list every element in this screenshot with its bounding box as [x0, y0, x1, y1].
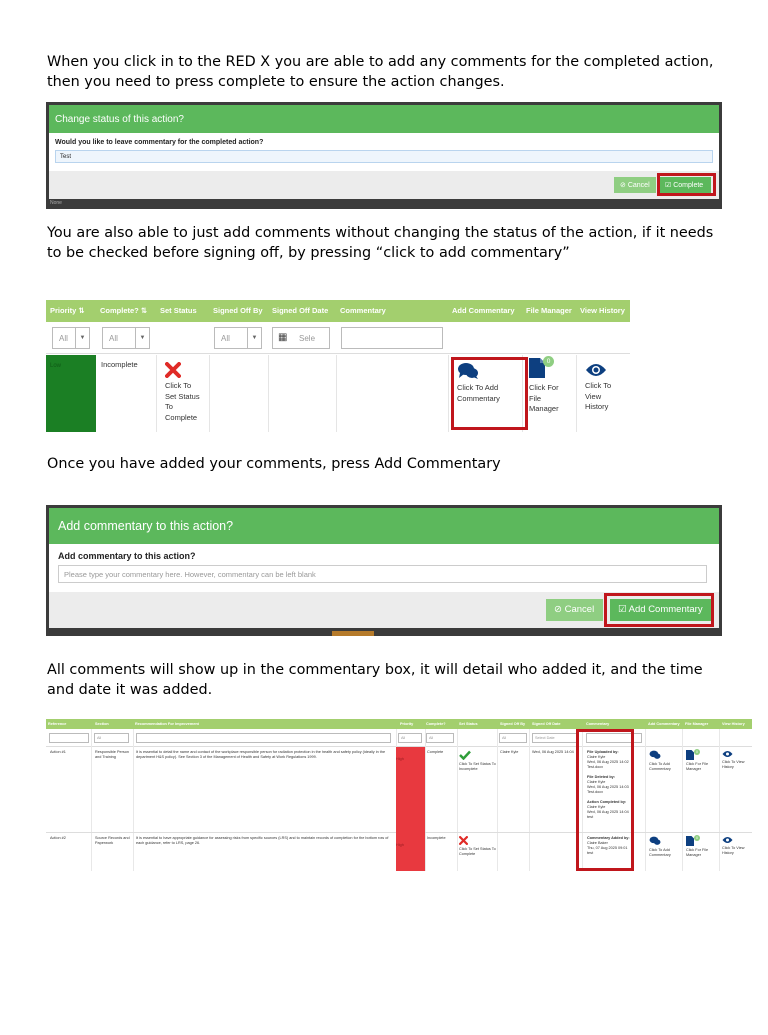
- cancel-icon: ⊘: [554, 604, 562, 615]
- cancel-button-label: Cancel: [627, 182, 650, 189]
- dialog-footer: [49, 171, 719, 199]
- comment-line: Wed, 06 Aug 2025 14:03: [587, 785, 629, 789]
- dialog-title: Change status of this action?: [49, 105, 719, 133]
- caret-down-icon: ▼: [75, 328, 89, 348]
- dialog-footer: [49, 592, 719, 628]
- comment-line: Thu, 07 Aug 2025 09:01: [587, 846, 628, 850]
- comment-line: test: [587, 815, 594, 819]
- add-commentary-line-1: Click To Add: [457, 383, 499, 392]
- set-status-button[interactable]: [459, 750, 496, 772]
- view-history-label: Click To View History: [722, 846, 745, 855]
- dialog-question: Add commentary to this action?: [58, 551, 196, 561]
- table-row: [46, 355, 630, 432]
- caret-down-icon: ▼: [247, 328, 261, 348]
- add-commentary-button-label: Add Commentary: [628, 604, 703, 615]
- section-cell: Source Records and Paperwork: [95, 836, 130, 845]
- comments-icon: [649, 836, 661, 846]
- header-view-history: View History: [722, 722, 745, 726]
- table-row: [46, 747, 752, 833]
- header-set-status: Set Status: [160, 306, 197, 315]
- cancel-button[interactable]: [614, 177, 656, 193]
- commentary-input[interactable]: Please type your commentary here. However, commentary can be left blank: [58, 565, 707, 583]
- recommendation-cell: It is essential to detail the name and contact of the workplace responsible person for radiation protection in the health and safety policy (ideally in the department H&S policy). See Section 3 of the Management of Health and Safety at Work Regulations 1999.: [136, 750, 386, 759]
- priority-filter[interactable]: All ▼: [52, 327, 90, 349]
- file-manager-button[interactable]: [686, 836, 718, 858]
- comment-line: Test.docx: [587, 790, 604, 794]
- commentary-table-screenshot: [46, 719, 752, 871]
- comment-line: Claire Kyle: [587, 805, 606, 809]
- instruction-paragraph-2: You are also able to just add comments without changing the status of the action, if it needs to be checked before signing off, by pressing “click to add commentary”: [47, 225, 714, 261]
- add-commentary-button[interactable]: [649, 836, 681, 858]
- eye-icon: [722, 836, 733, 844]
- add-commentary-label: Click To Add Commentary: [649, 762, 671, 771]
- recommendation-cell: It is essential to have appropriate guidance for assessing risks from specific sources (LRS) and to maintain records of completion for the bottom row of each guidance, refer to LRS, page 26.: [136, 836, 389, 845]
- file-count-badge: 0: [543, 356, 554, 367]
- header-commentary: Commentary: [340, 306, 386, 315]
- header-complete: Complete?: [426, 722, 446, 726]
- set-status-label: Click To Set Status To Incomplete: [459, 762, 496, 771]
- file-icon: [686, 836, 694, 846]
- signed-off-date-cell: Wed, 06 Aug 2025 14:04: [532, 750, 574, 754]
- eye-icon: [722, 750, 733, 758]
- header-file-manager: File Manager: [685, 722, 709, 726]
- highlight-box: [576, 729, 634, 871]
- header-priority[interactable]: Priority ⇅: [50, 306, 85, 315]
- header-signed-off-by: Signed Off By: [213, 306, 263, 315]
- header-recommendation: Recommendation For Improvement: [135, 722, 199, 726]
- recommendation-filter[interactable]: [136, 733, 391, 743]
- file-manager-button[interactable]: [686, 750, 718, 772]
- comment-line: Claire Baker: [587, 841, 608, 845]
- caret-down-icon: ▼: [135, 328, 149, 348]
- highlight-box: [451, 357, 528, 430]
- dialog-body: [49, 544, 719, 592]
- filter-row: [46, 322, 630, 354]
- comment-heading: File Deleted by:: [587, 775, 616, 779]
- set-status-line-2: Set Status: [165, 391, 200, 401]
- complete-cell: Incomplete: [427, 836, 446, 840]
- header-add-commentary: Add Commentary: [648, 722, 680, 726]
- commentary-input[interactable]: Test: [55, 150, 713, 163]
- check-square-icon: ☑: [618, 604, 627, 615]
- file-manager-button[interactable]: [529, 358, 559, 415]
- filter-row: [46, 729, 752, 747]
- calendar-icon: ▦: [278, 332, 288, 343]
- view-history-label: Click To View History: [722, 760, 745, 769]
- header-priority: Priority: [400, 722, 414, 726]
- green-check-icon: [459, 750, 471, 760]
- complete-button-label: Complete: [673, 182, 704, 189]
- view-history-button[interactable]: [722, 836, 750, 856]
- reference-filter[interactable]: [49, 733, 89, 743]
- comments-icon: [649, 750, 661, 760]
- file-manager-line-1: Click For: [529, 383, 559, 392]
- red-x-icon[interactable]: [165, 362, 181, 378]
- signed-off-date-filter[interactable]: ▦ Sele: [272, 327, 330, 349]
- header-signed-off-date: Signed Off Date: [272, 306, 329, 315]
- view-history-line-3: History: [585, 402, 609, 411]
- file-manager-label: Click For File Manager: [686, 762, 709, 771]
- priority-cell: Low: [46, 355, 96, 432]
- comment-line: Claire Kyle: [587, 755, 606, 759]
- header-add-commentary: Add Commentary: [452, 306, 515, 315]
- priority-cell: High: [396, 747, 425, 833]
- highlight-box: [657, 173, 716, 196]
- cancel-button[interactable]: [546, 599, 603, 621]
- file-count-badge: 0: [694, 835, 700, 841]
- add-commentary-label: Click To Add Commentary: [649, 848, 671, 857]
- highlight-box: [604, 593, 714, 627]
- signed-off-by-filter[interactable]: All: [499, 733, 527, 743]
- complete-filter[interactable]: All: [426, 733, 454, 743]
- set-status-line-3: To: [165, 402, 173, 411]
- add-commentary-line-2: Commentary: [457, 393, 500, 403]
- priority-cell: High: [396, 833, 425, 871]
- header-section: Section: [95, 722, 109, 726]
- comment-heading: File Uploaded by:: [587, 750, 619, 754]
- header-commentary: Commentary: [586, 722, 610, 726]
- header-complete[interactable]: Complete? ⇅: [100, 306, 148, 315]
- cancel-button-label: Cancel: [564, 604, 595, 615]
- eye-icon: [585, 362, 607, 378]
- file-icon: [686, 750, 694, 760]
- instruction-paragraph-1: When you click in to the RED X you are able to add any comments for the completed action, then you need to press complete to ensure the action changes.: [47, 54, 714, 90]
- comment-line: Wed, 06 Aug 2025 14:04: [587, 810, 629, 814]
- view-history-button[interactable]: [722, 750, 750, 770]
- view-history-button[interactable]: [585, 362, 611, 413]
- instruction-paragraph-4: All comments will show up in the commentary box, it will detail who added it, and the time and date it was added.: [47, 662, 703, 698]
- dialog-body: [49, 133, 719, 171]
- section-filter[interactable]: All: [94, 733, 129, 743]
- action-table-screenshot: [46, 300, 630, 432]
- comment-heading: Action Completed by:: [587, 800, 627, 804]
- instruction-paragraph-3: Once you have added your comments, press Add Commentary: [47, 456, 501, 472]
- comment-heading: Commentary Added by:: [587, 836, 630, 840]
- table-header: [46, 719, 752, 729]
- check-square-icon: ☑: [665, 182, 672, 189]
- background-tab: [332, 631, 374, 636]
- header-signed-off-by: Signed Off By: [500, 722, 526, 726]
- dialog-title: Add commentary to this action?: [49, 508, 719, 544]
- view-history-line-2: View: [585, 391, 602, 401]
- change-status-dialog-screenshot: [46, 102, 722, 209]
- comment-line: Test.docx: [587, 765, 604, 769]
- cancel-icon: ⊘: [620, 182, 626, 189]
- complete-filter[interactable]: All ▼: [102, 327, 150, 349]
- set-status-label: Click To Set Status To Complete: [459, 847, 496, 856]
- header-signed-off-date: Signed Off Date: [532, 722, 561, 726]
- signed-off-by-cell: Claire Kyle: [500, 750, 519, 754]
- view-history-line-1: Click To: [585, 381, 612, 390]
- commentary-filter[interactable]: [341, 327, 443, 349]
- file-manager-label: Click For File Manager: [686, 848, 709, 857]
- red-x-icon[interactable]: [459, 836, 468, 845]
- table-row: [46, 833, 752, 871]
- set-status-line-1: Click To: [165, 381, 192, 390]
- priority-filter[interactable]: All: [398, 733, 422, 743]
- section-cell: Responsible Person and Training: [95, 750, 129, 759]
- signed-off-date-filter[interactable]: Select Date: [532, 733, 578, 743]
- add-commentary-dialog-screenshot: [46, 505, 722, 636]
- add-commentary-button[interactable]: [649, 750, 681, 772]
- header-file-manager: File Manager: [526, 306, 572, 315]
- comment-line: Claire Kyle: [587, 780, 606, 784]
- reference-cell: Action #1: [50, 750, 66, 754]
- file-count-badge: 0: [694, 749, 700, 755]
- file-manager-line-2: File: [529, 393, 542, 403]
- header-set-status: Set Status: [459, 722, 478, 726]
- set-status-button[interactable]: [165, 362, 200, 423]
- footer-note: None: [50, 200, 62, 206]
- file-manager-line-3: Manager: [529, 404, 559, 413]
- signed-off-by-filter[interactable]: All ▼: [214, 327, 262, 349]
- dialog-question: Would you like to leave commentary for the completed action?: [55, 139, 264, 146]
- table-header: [46, 300, 630, 322]
- set-status-line-4: Complete: [165, 412, 198, 422]
- complete-cell: Complete: [427, 750, 444, 754]
- set-status-button[interactable]: [459, 836, 496, 857]
- comment-line: Wed, 06 Aug 2025 14:02: [587, 760, 629, 764]
- header-view-history: View History: [580, 306, 625, 315]
- reference-cell: Action #2: [50, 836, 66, 840]
- comment-line: test: [587, 851, 594, 855]
- header-reference: Reference: [48, 722, 67, 726]
- complete-status: Incomplete: [101, 360, 138, 369]
